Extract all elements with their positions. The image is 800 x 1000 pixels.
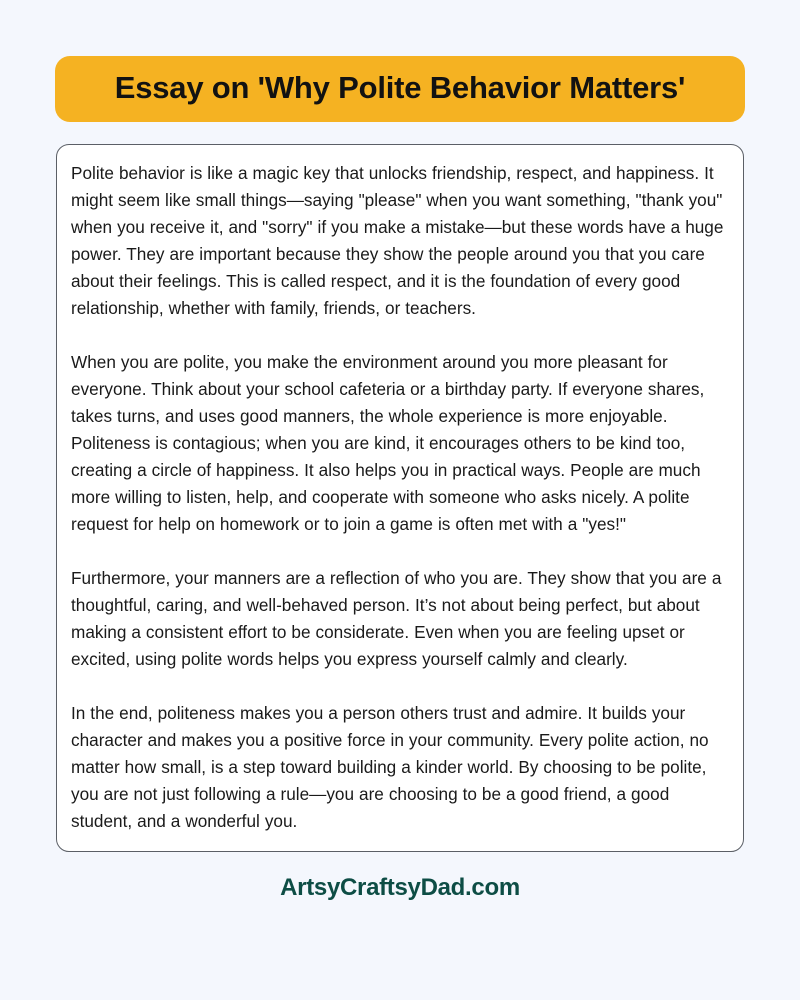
essay-paragraph: Furthermore, your manners are a reflection of who you are. They show that you are a thoughtful, caring, and well-behaved person. It’s not about being perfect, but about making a consistent effort to be considerate. Even when you are feeling upset or excited, using polite words helps you express yourself calmly and clearly. bbox=[71, 567, 722, 669]
essay-paragraph: In the end, politeness makes you a person others trust and admire. It builds your character and makes you a positive force in your community. Every polite action, no matter how small, is a step toward building a kinder world. By choosing to be polite, you are not just following a rule—you are choosing to be a good friend, a good student, and a wonderful you. bbox=[71, 702, 709, 831]
essay-paragraph: Polite behavior is like a magic key that unlocks friendship, respect, and happiness. It might seem like small things—saying "please" when you want something, "thank you" when you receive it, and "sorry" if you make a mistake—but these words have a huge power. They are important because they show the people around you that you care about their feelings. This is called respect, and it is the foundation of every good relationship, whether with family, friends, or teachers. bbox=[71, 162, 724, 318]
essay-paragraph: When you are polite, you make the environment around you more pleasant for everyone. Think about your school cafeteria or a birthday party. If everyone shares, takes turns, and uses good manners, the whole experience is more enjoyable. Politeness is contagious; when you are kind, it encourages others to be kind too, creating a circle of happiness. It also helps you in practical ways. People are much more willing to listen, help, and cooperate with someone who asks nicely. A polite request for help on homework or to join a game is often met with a "yes!" bbox=[71, 351, 705, 534]
page-title: Essay on 'Why Polite Behavior Matters' bbox=[55, 56, 745, 122]
essay-body-card bbox=[56, 144, 744, 852]
site-brand-footer: ArtsyCraftsyDad.com bbox=[280, 873, 520, 901]
